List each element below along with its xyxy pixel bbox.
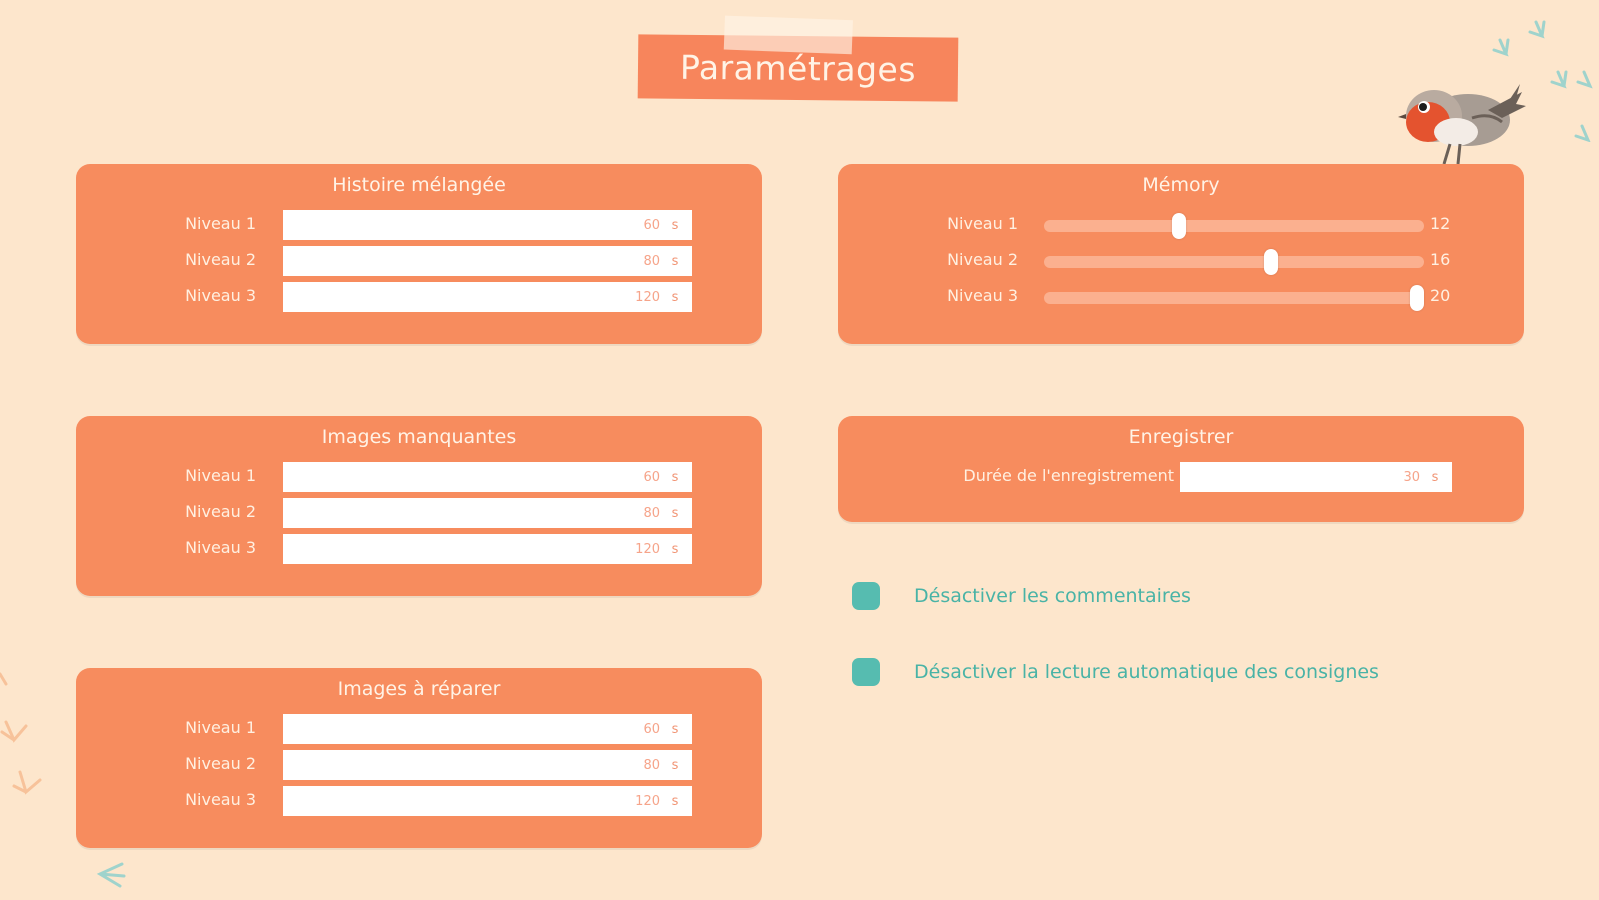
field-value: 120 bbox=[635, 289, 660, 305]
images-reparer-level-2-input[interactable] bbox=[283, 750, 692, 780]
level-label: Niveau 3 bbox=[947, 286, 1018, 305]
panel-title: Images à réparer bbox=[337, 678, 501, 700]
level-label: Niveau 2 bbox=[185, 502, 256, 521]
field-value: 60 bbox=[643, 721, 660, 737]
unit-label: s bbox=[671, 721, 679, 737]
slider-thumb[interactable] bbox=[1264, 249, 1278, 275]
memory-level-3-slider[interactable] bbox=[1044, 292, 1424, 304]
unit-label: s bbox=[671, 253, 679, 269]
memory-level-1-slider[interactable] bbox=[1044, 220, 1424, 232]
level-label: Niveau 1 bbox=[185, 466, 256, 485]
images-reparer-level-3-input[interactable] bbox=[283, 786, 692, 816]
level-label: Niveau 2 bbox=[947, 250, 1018, 269]
bird-footprint-icon bbox=[94, 860, 134, 900]
page-title: Paramétrages bbox=[679, 47, 917, 89]
field-value: 80 bbox=[643, 253, 660, 269]
slider-value: 12 bbox=[1430, 214, 1451, 233]
field-value: 60 bbox=[643, 217, 660, 233]
histoire-level-1-input[interactable] bbox=[283, 210, 692, 240]
unit-label: s bbox=[671, 793, 679, 809]
level-label: Niveau 1 bbox=[947, 214, 1018, 233]
level-label: Niveau 2 bbox=[185, 250, 256, 269]
field-value: 120 bbox=[635, 541, 660, 557]
images-manquantes-level-2-input[interactable] bbox=[283, 498, 692, 528]
histoire-level-2-input[interactable] bbox=[283, 246, 692, 276]
bird-footprint-icon bbox=[1488, 14, 1596, 142]
bird-footprint-icon bbox=[0, 668, 52, 808]
memory-panel bbox=[838, 164, 1524, 344]
toggle-checkbox[interactable] bbox=[852, 582, 880, 610]
slider-value: 16 bbox=[1430, 250, 1451, 269]
field-value: 60 bbox=[643, 469, 660, 485]
unit-label: s bbox=[671, 757, 679, 773]
images-manquantes-level-1-input[interactable] bbox=[283, 462, 692, 492]
level-label: Niveau 3 bbox=[185, 790, 256, 809]
panel-title: Enregistrer bbox=[1128, 426, 1234, 448]
images-a-reparer-panel bbox=[76, 668, 762, 848]
field-value: 80 bbox=[643, 757, 660, 773]
unit-label: s bbox=[671, 289, 679, 305]
level-label: Niveau 3 bbox=[185, 286, 256, 305]
level-label: Niveau 3 bbox=[185, 538, 256, 557]
level-label: Niveau 1 bbox=[185, 718, 256, 737]
histoire-melangee-panel bbox=[76, 164, 762, 344]
histoire-level-3-input[interactable] bbox=[283, 282, 692, 312]
recording-duration-input[interactable] bbox=[1180, 462, 1452, 492]
disable-comments-toggle[interactable] bbox=[852, 582, 1191, 610]
toggle-label: Désactiver la lecture automatique des consignes bbox=[914, 661, 1379, 683]
recording-duration-label: Durée de l'enregistrement bbox=[963, 466, 1174, 485]
field-value: 80 bbox=[643, 505, 660, 521]
slider-thumb[interactable] bbox=[1410, 285, 1424, 311]
field-value: 30 bbox=[1403, 469, 1420, 485]
panel-title: Images manquantes bbox=[321, 426, 517, 448]
images-reparer-level-1-input[interactable] bbox=[283, 714, 692, 744]
panel-title: Histoire mélangée bbox=[332, 174, 506, 196]
unit-label: s bbox=[671, 469, 679, 485]
field-value: 120 bbox=[635, 793, 660, 809]
images-manquantes-level-3-input[interactable] bbox=[283, 534, 692, 564]
page-title-banner bbox=[638, 34, 959, 101]
unit-label: s bbox=[671, 541, 679, 557]
slider-thumb[interactable] bbox=[1172, 213, 1186, 239]
unit-label: s bbox=[671, 217, 679, 233]
memory-level-2-slider[interactable] bbox=[1044, 256, 1424, 268]
toggle-label: Désactiver les commentaires bbox=[914, 585, 1191, 607]
level-label: Niveau 1 bbox=[185, 214, 256, 233]
enregistrer-panel bbox=[838, 416, 1524, 522]
slider-value: 20 bbox=[1430, 286, 1451, 305]
images-manquantes-panel bbox=[76, 416, 762, 596]
unit-label: s bbox=[671, 505, 679, 521]
panel-title: Mémory bbox=[1142, 174, 1220, 196]
toggle-checkbox[interactable] bbox=[852, 658, 880, 686]
level-label: Niveau 2 bbox=[185, 754, 256, 773]
disable-autoread-toggle[interactable] bbox=[852, 658, 1379, 686]
unit-label: s bbox=[1431, 469, 1439, 485]
